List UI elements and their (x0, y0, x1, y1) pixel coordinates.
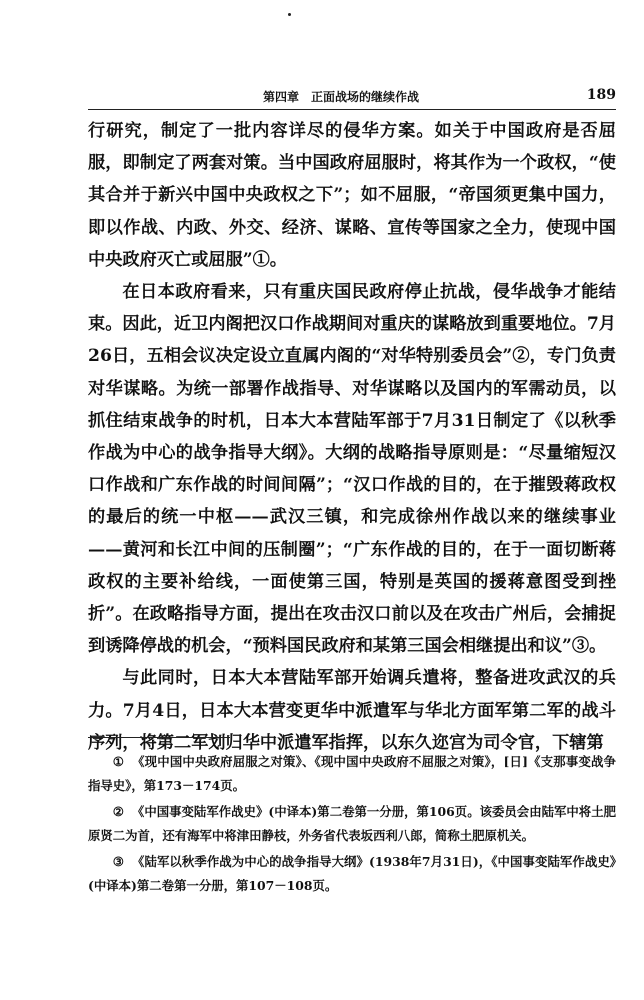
running-header (88, 86, 616, 108)
header-rule (88, 109, 616, 110)
footnote-3 (88, 850, 616, 897)
page-number: 189 (586, 87, 616, 103)
paragraph-2: 在日本政府看来，只有重庆国民政府停止抗战，侵华战争才能结束。因此，近卫内阁把汉口作战期间对重庆的谋略放到重要地位。7月26日，五相会议决定设立直属内阁的“对华特别委员会”②，专门负责对华谋略。为统一部署作战指导、对华谋略以及国内的军需动员，以抓住结束战争的时机，日本大本营陆军部于7月31日制定了《以秋季作战为中心的战争指导大纲》。大纲的战略指导原则是：“尽量缩短汉口作战和广东作战的时间间隔”；“汉口作战的目的，在于摧毁蒋政权的最后的统一中枢——武汉三镇，和完成徐州作战以来的继续事业——黄河和长江中间的压制圈”；“广东作战的目的，在于一面切断蒋政权的主要补给线，一面使第三国，特别是英国的援蒋意图受到挫折”。在政略指导方面，提出在攻击汉口前以及在攻击广州后，会捕捉到诱降停战的机会，“预料国民政府和某第三国会相继提出和议”③。 (88, 282, 616, 657)
footnote-2 (88, 800, 616, 847)
footnote-mark: ② (112, 804, 124, 819)
footnote-text: 《陆军以秋季作战为中心的战争指导大纲》(1938年7月31日)，《中国事变陆军作战史》(中译本)第二卷第一分册，第107－108页。 (88, 854, 616, 893)
footnote-mark: ① (112, 754, 125, 769)
footnote-text: 《中国事变陆军作战史》(中译本)第二卷第一分册，第106页。该委员会由陆军中将土肥原贤二为首，还有海军中将津田静枝，外务省代表坂西利八郎，简称土肥原机关。 (88, 804, 616, 843)
footnote-1 (88, 750, 616, 797)
chapter-title: 第四章 正面战场的继续作战 (263, 90, 420, 104)
footnotes (88, 750, 616, 900)
paragraph-3: 与此同时，日本大本营陆军部开始调兵遣将，整备进攻武汉的兵力。7月4日，日本大本营变更华中派遣军与华北方面军第二军的战斗序列，将第二军划归华中派遣军指挥，以东久迩宫为司令官，下辖第 (88, 668, 616, 753)
footnote-rule (88, 737, 230, 738)
scan-speck (288, 13, 291, 16)
main-text (88, 115, 616, 759)
footnote-text: 《现中国中央政府屈服之对策》、《现中国中央政府不屈服之对策》，[日]《支那事变战争指导史》，第173－174页。 (88, 754, 616, 793)
paragraph-1: 行研究，制定了一批内容详尽的侵华方案。如关于中国政府是否屈服，即制定了两套对策。当中国政府屈服时，将其作为一个政权，“使其合并于新兴中国中央政权之下”；如不屈服，“帝国须更集中国力，即以作战、内政、外交、经济、谋略、宣传等国家之全力，使现中国中央政府灭亡或屈服”①。 (88, 121, 616, 270)
footnote-mark: ③ (112, 854, 124, 869)
